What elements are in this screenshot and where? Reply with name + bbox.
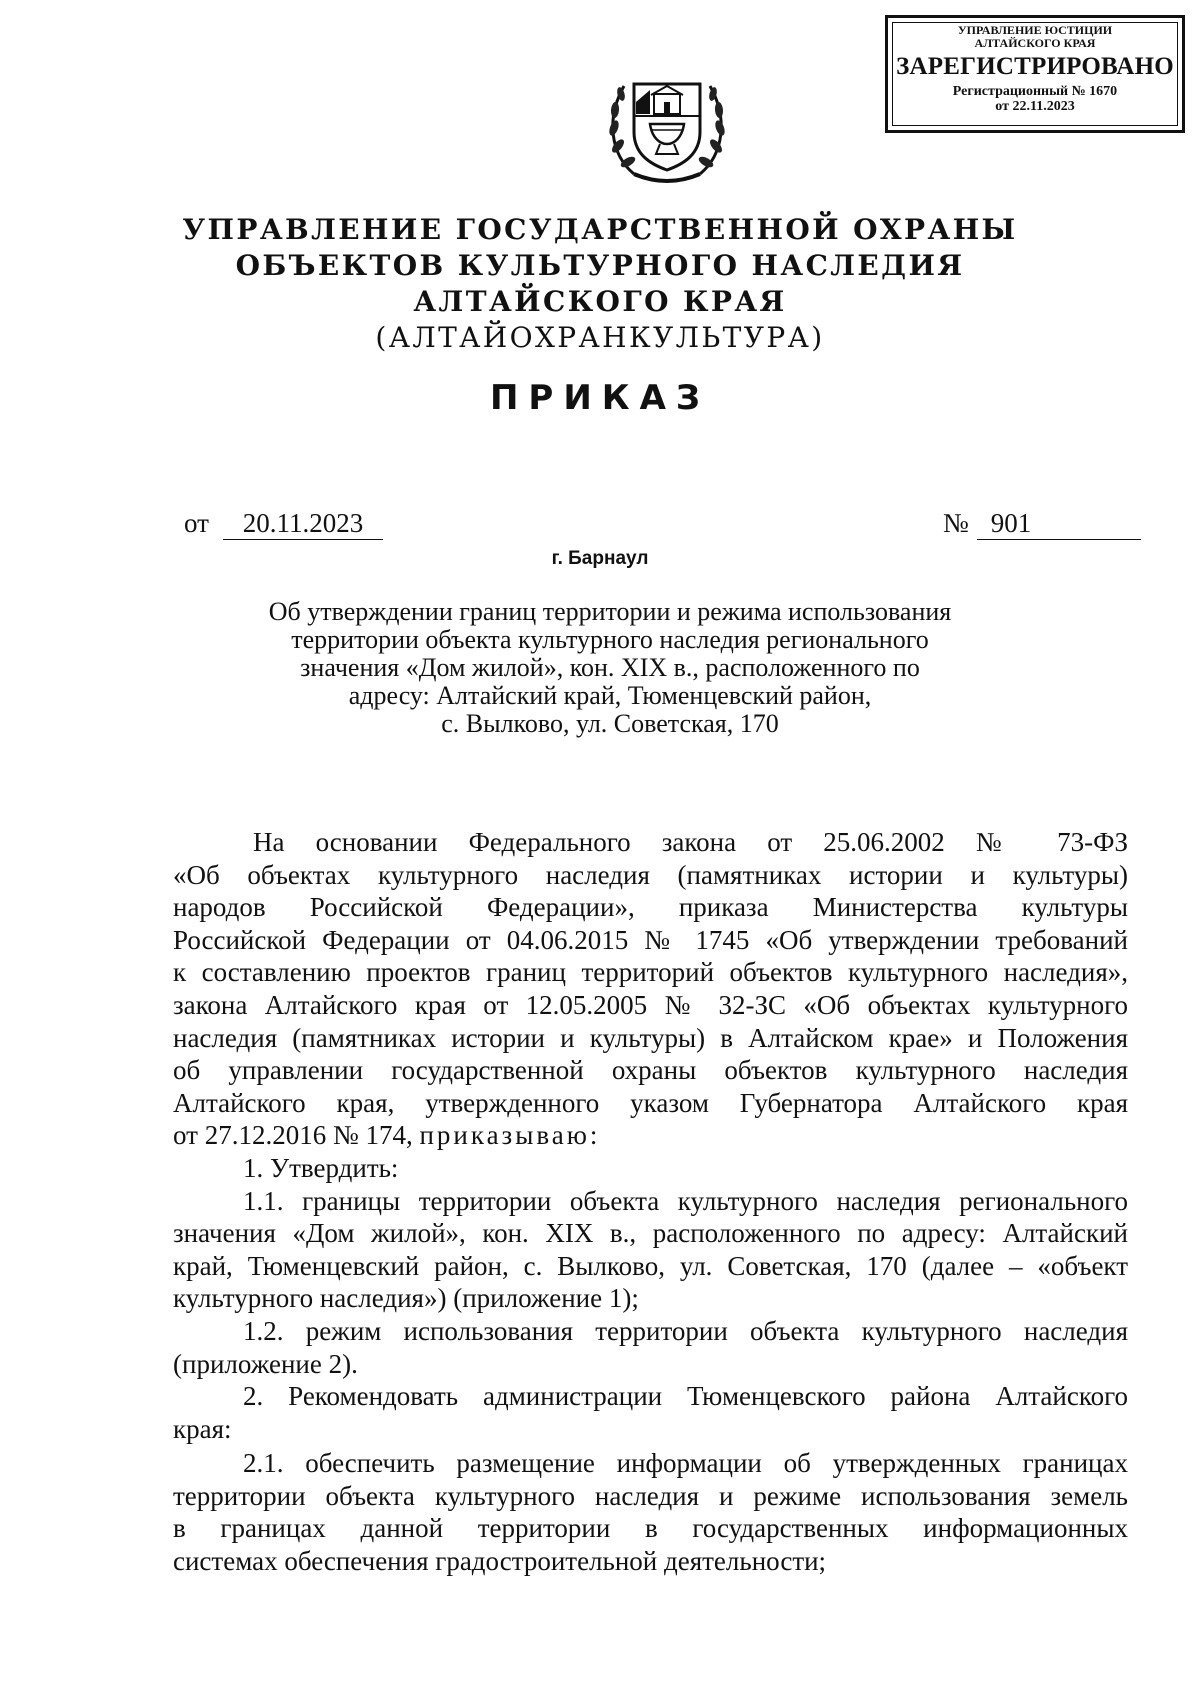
body-line: края:: [173, 1413, 232, 1444]
body-line: значения «Дом жилой», кон. XIX в., расположенного по адресу: Алтайский: [173, 1218, 1128, 1249]
title-line: Об утверждении границ территории и режима использования: [268, 597, 952, 626]
body-line: об управлении государственной охраны объектов культурного наследия: [173, 1055, 1128, 1086]
document-type: ПРИКАЗ: [489, 378, 711, 418]
number-prefix: №: [943, 508, 969, 538]
body-line: наследия (памятниках истории и культуры) в Алтайском крае» и Положения: [173, 1022, 1128, 1053]
title-line: значения «Дом жилой», кон. XIX в., расположенного по: [300, 653, 920, 682]
body-line: 1.1. границы территории объекта культурного наследия регионального: [243, 1185, 1128, 1216]
body-line: На основании Федерального закона от 25.06.2002 № 73-ФЗ: [253, 827, 1128, 857]
coat-of-arms-icon: [604, 58, 730, 188]
date-value: 20.11.2023: [223, 508, 383, 540]
stamp-authority-line1: УПРАВЛЕНИЕ ЮСТИЦИИ: [957, 23, 1113, 37]
header-line-2: ОБЪЕКТОВ КУЛЬТУРНОГО НАСЛЕДИЯ: [235, 249, 965, 282]
title-line: с. Вылково, ул. Советская, 170: [441, 709, 779, 738]
order-number: [943, 508, 1141, 540]
body-line: 1.2. режим использования территории объекта культурного наследия: [243, 1315, 1128, 1346]
stamp-authority-line2: АЛТАЙСКОГО КРАЯ: [974, 35, 1096, 50]
city: г. Барнаул: [551, 548, 649, 569]
body-line: к составлению проектов границ территорий объектов культурного наследия»,: [173, 957, 1128, 988]
stamp-reg-date: от 22.11.2023: [995, 99, 1075, 115]
stamp-status: ЗАРЕГИСТРИРОВАНО: [896, 53, 1174, 81]
date-prefix: от: [184, 508, 209, 538]
order-title: [170, 598, 1050, 738]
body-line: 1. Утвердить:: [243, 1152, 399, 1183]
order-date: [184, 508, 383, 540]
number-value: 901: [977, 508, 1141, 540]
registration-stamp: [885, 15, 1185, 133]
body-line-text: от 27.12.2016 № 174,: [173, 1120, 413, 1151]
body-line: 2.1. обеспечить размещение информации об утвержденных границах: [243, 1448, 1128, 1479]
body-line: (приложение 2).: [173, 1348, 358, 1379]
title-line: адресу: Алтайский край, Тюменцевский район,: [348, 681, 872, 710]
body-line: край, Тюменцевский район, с. Вылково, ул. Советская, 170 (далее – «объект: [173, 1250, 1128, 1281]
header-line-1: УПРАВЛЕНИЕ ГОСУДАРСТВЕННОЙ ОХРАНЫ: [182, 213, 1018, 246]
body-line: Российской Федерации от 04.06.2015 № 1745 «Об утверждении требований: [173, 924, 1128, 955]
body-line: в границах данной территории в государственных информационных: [173, 1513, 1128, 1544]
stamp-inner-border: [892, 22, 1178, 126]
stamp-reg-number: Регистрационный № 1670: [952, 84, 1118, 100]
body-line: Алтайского края, утвержденного указом Губернатора Алтайского края: [173, 1087, 1128, 1118]
body-line: [173, 1119, 1128, 1152]
body-line: «Об объектах культурного наследия (памятниках истории и культуры): [173, 859, 1128, 890]
body-line: закона Алтайского края от 12.05.2005 № 32-ЗС «Об объектах культурного: [173, 989, 1128, 1020]
body-line: 2. Рекомендовать администрации Тюменцевского района Алтайского: [243, 1381, 1128, 1412]
authority-header: [180, 212, 1020, 356]
body-line: культурного наследия») (приложение 1);: [173, 1283, 639, 1314]
body-line: народов Российской Федерации», приказа Министерства культуры: [173, 892, 1128, 923]
order-body: [173, 826, 1128, 1578]
ordering-word: приказываю:: [419, 1120, 601, 1151]
header-line-3: АЛТАЙСКОГО КРАЯ: [413, 285, 787, 318]
header-abbreviation: (АЛТАЙОХРАНКУЛЬТУРА): [375, 321, 825, 354]
body-line: территории объекта культурного наследия и режиме использования земель: [173, 1480, 1128, 1511]
title-line: территории объекта культурного наследия регионального: [291, 625, 929, 654]
body-line: системах обеспечения градостроительной деятельности;: [173, 1546, 827, 1577]
